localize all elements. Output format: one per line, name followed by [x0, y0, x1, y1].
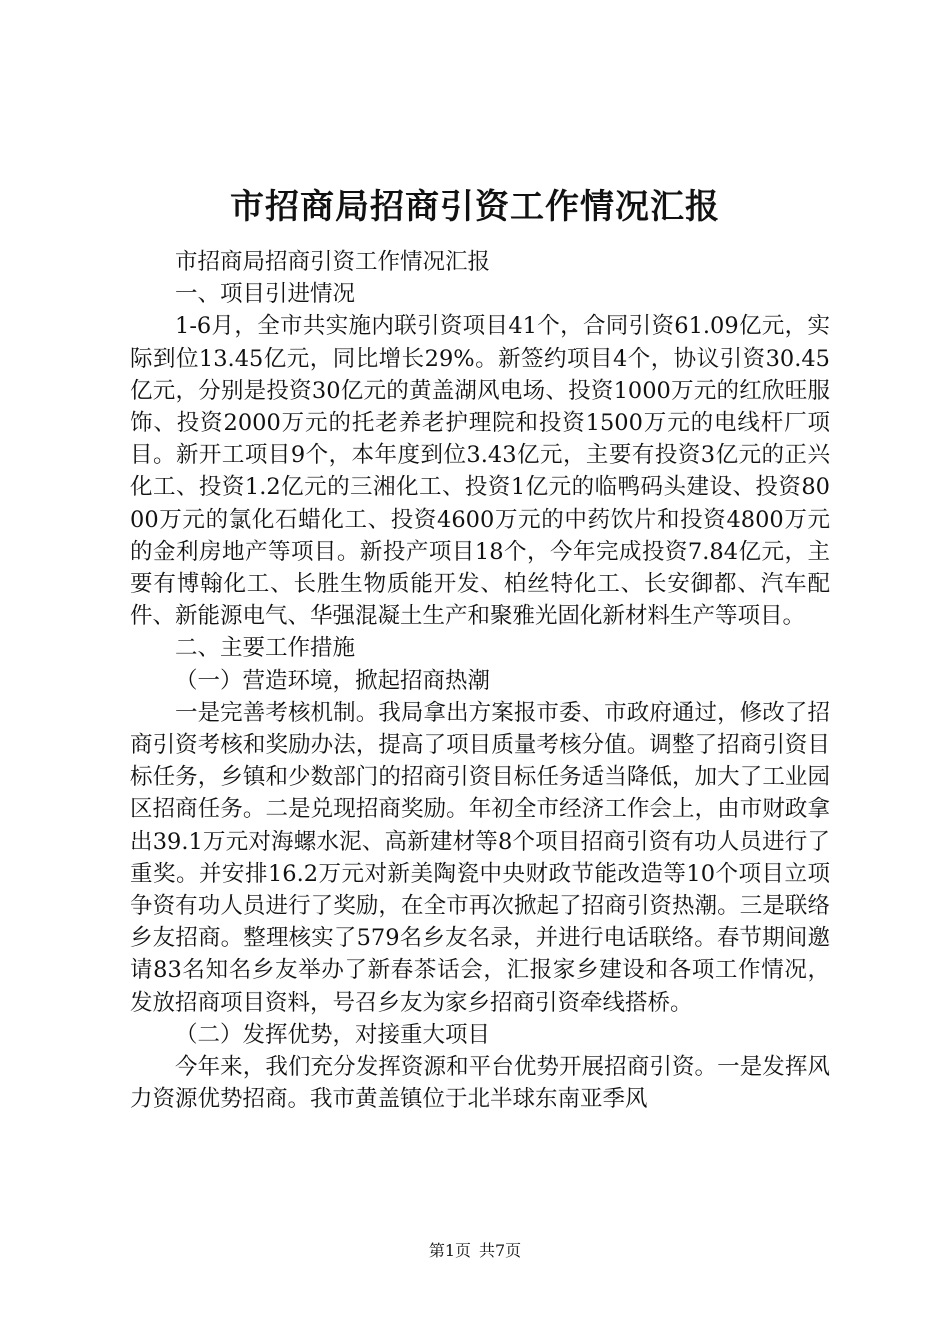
section-heading-2: 二、主要工作措施	[175, 635, 356, 662]
subsection-heading-1: （一）营造环境，掀起招商热潮	[175, 667, 491, 694]
page-footer	[0, 1240, 950, 1262]
paragraph-measures-2: 今年来，我们充分发挥资源和平台优势开展招商引资。一是发挥风力资源优势招商。我市黄盖镇位于北半球东南亚季风	[130, 1054, 830, 1113]
document-title: 市招商局招商引资工作情况汇报	[230, 187, 720, 227]
paragraph-measures-1: 一是完善考核机制。我局拿出方案报市委、市政府通过，修改了招商引资考核和奖励办法，提高了项目质量考核分值。调整了招商引资目标任务，乡镇和少数部门的招商引资目标任务适当降低，加大了工业园区招商任务。二是兑现招商奖励。年初全市经济工作会上，由市财政拿出39.1万元对海螺水泥、高新建材等8个项目招商引资有功人员进行了重奖。并安排16.2万元对新美陶瓷中央财政节能改造等10个项目立项争资有功人员进行了奖励，在全市再次掀起了招商引资热潮。三是联络乡友招商。整理核实了579名乡友名录，并进行电话联络。春节期间邀请83名知名乡友举办了新春茶话会，汇报家乡建设和各项工作情况，发放招商项目资料，号召乡友为家乡招商引资牵线搭桥。	[130, 699, 830, 1016]
page-number: 第1页	[428, 1241, 471, 1260]
document-body	[130, 206, 830, 1115]
subtitle-line: 市招商局招商引资工作情况汇报	[175, 249, 491, 275]
section-heading-1: 一、项目引进情况	[175, 281, 356, 308]
page-total: 共7页	[479, 1241, 522, 1260]
title-spacer	[130, 206, 830, 246]
paragraph-project-intro: 1-6月，全市共实施内联引资项目41个，合同引资61.09亿元，实际到位13.45亿元，同比增长29%。新签约项目4个，协议引资30.45亿元，分别是投资30亿元的黄盖湖风电场、投资1000万元的红欣旺服饰、投资2000万元的托老养老护理院和投资1500万元的电线杆厂项目。新开工项目9个，本年度到位3.43亿元，主要有投资3亿元的正兴化工、投资1.2亿元的三湘化工、投资1亿元的临鸭码头建设、投资8000万元的氯化石蜡化工、投资4600万元的中药饮片和投资4800万元的金利房地产等项目。新投产项目18个，今年完成投资7.84亿元，主要有博翰化工、长胜生物质能开发、柏丝特化工、长安御都、汽车配件、新能源电气、华强混凝土生产和聚雅光固化新材料生产等项目。	[130, 313, 830, 630]
subsection-heading-2: （二）发挥优势，对接重大项目	[175, 1021, 491, 1048]
